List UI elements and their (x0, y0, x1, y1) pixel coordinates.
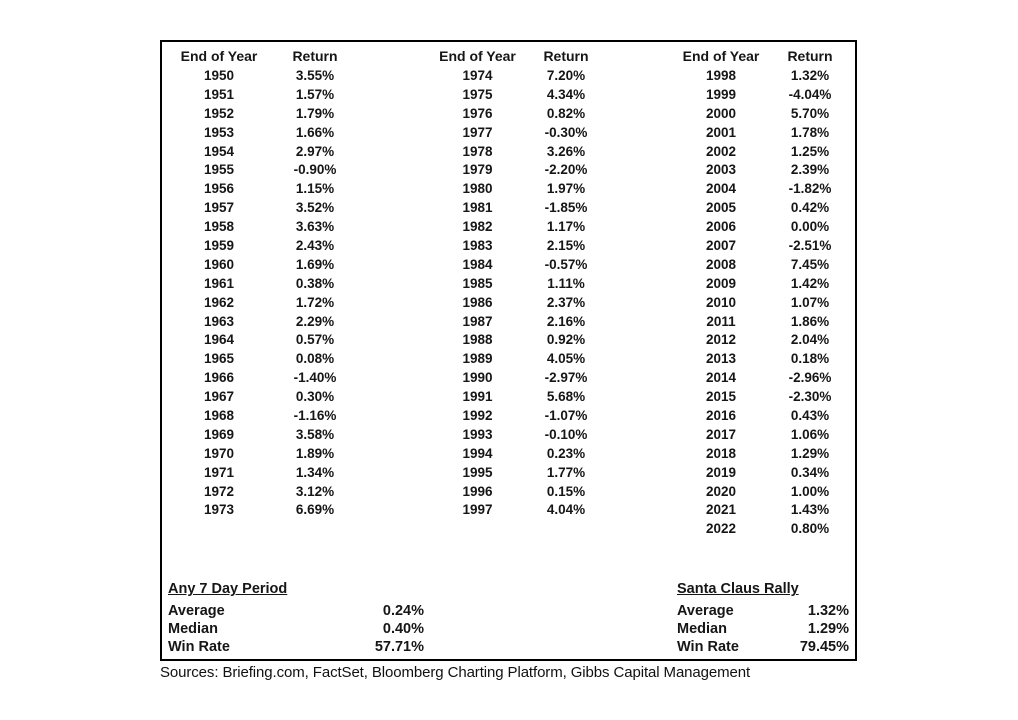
summary-label: Average (168, 602, 225, 619)
year-cell: 1983 (462, 237, 493, 253)
return-cell: 6.69% (295, 502, 335, 518)
table-row (669, 406, 847, 425)
return-cell: 2.29% (295, 313, 335, 329)
returns-table (160, 40, 857, 661)
year-cell: 2011 (706, 313, 736, 329)
year-cell: 1987 (462, 313, 493, 329)
return-cell: -0.10% (544, 426, 588, 442)
year-cell: 2012 (705, 332, 737, 348)
year-cell: 1972 (203, 483, 235, 499)
year-cell: 1958 (203, 219, 235, 235)
year-cell: 2018 (705, 445, 737, 461)
summary-rows (168, 601, 424, 656)
return-cell: 1.72% (295, 294, 335, 310)
return-cell: 1.57% (295, 86, 335, 102)
return-cell: 3.12% (295, 483, 335, 499)
return-cell: 0.18% (790, 351, 830, 367)
return-cell: 1.78% (790, 124, 830, 140)
header-end-of-year: End of Year (439, 47, 516, 64)
table-row (167, 312, 359, 331)
year-cell: 1993 (462, 426, 493, 442)
return-cell: 2.15% (546, 237, 586, 253)
year-cell: 1974 (462, 67, 493, 83)
table-row (669, 387, 847, 406)
summary-rows (677, 601, 849, 656)
header-return: Return (292, 47, 338, 64)
table-row (669, 85, 847, 104)
return-cell: 1.00% (790, 483, 830, 499)
year-cell: 1962 (203, 294, 235, 310)
table-row (167, 85, 359, 104)
table-row (669, 160, 847, 179)
year-cell: 1954 (203, 143, 235, 159)
return-cell: 2.04% (790, 332, 830, 348)
return-cell: 3.63% (295, 219, 335, 235)
table-row (167, 425, 359, 444)
return-cell: 5.68% (546, 389, 586, 405)
return-cell: -0.57% (544, 256, 588, 272)
year-cell: 2007 (705, 237, 737, 253)
sources-line: Sources: Briefing.com, FactSet, Bloomberg Charting Platform, Gibbs Capital Management (160, 664, 751, 681)
table-row (426, 255, 603, 274)
table-row (426, 179, 603, 198)
table-row (426, 104, 603, 123)
table-row (426, 85, 603, 104)
year-cell: 1980 (462, 181, 493, 197)
year-cell: 1971 (203, 464, 235, 480)
year-cell: 1989 (462, 351, 493, 367)
year-cell: 1998 (705, 67, 737, 83)
table-row (669, 444, 847, 463)
summary-row (677, 620, 849, 638)
table-row (167, 104, 359, 123)
return-cell: 0.38% (295, 275, 335, 291)
return-cell: 1.86% (790, 313, 830, 329)
return-cell: 3.26% (546, 143, 586, 159)
table-row (426, 236, 603, 255)
table-row (426, 217, 603, 236)
year-cell: 1985 (462, 275, 493, 291)
table-row (167, 160, 359, 179)
year-cell: 1952 (203, 105, 235, 121)
return-cell: 1.97% (546, 181, 586, 197)
summary-label: Median (677, 620, 727, 637)
year-cell: 2022 (705, 521, 737, 537)
summary-santa-claus-rally (677, 581, 849, 656)
table-row (167, 349, 359, 368)
table-row (167, 463, 359, 482)
year-cell: 1950 (203, 67, 235, 83)
table-row (669, 198, 847, 217)
summary-value: 1.29% (807, 620, 849, 637)
year-cell: 1960 (203, 256, 235, 272)
year-cell: 1970 (203, 445, 235, 461)
return-cell: -2.20% (544, 162, 588, 178)
summary-label: Win Rate (168, 638, 230, 655)
year-cell: 2005 (705, 200, 737, 216)
return-cell: 0.42% (790, 200, 830, 216)
summary-title: Santa Claus Rally (677, 581, 799, 598)
table-row (669, 482, 847, 501)
table-header-row (426, 45, 603, 66)
table-row (669, 312, 847, 331)
return-cell: 0.92% (546, 332, 586, 348)
summary-label: Average (677, 602, 734, 619)
table-row (426, 160, 603, 179)
year-cell: 1976 (462, 105, 493, 121)
table-row (669, 500, 847, 519)
return-cell: 1.07% (790, 294, 830, 310)
return-cell: 0.82% (546, 105, 586, 121)
year-cell: 1986 (462, 294, 493, 310)
table-row (426, 142, 603, 161)
summary-row (168, 601, 424, 619)
table-row (167, 444, 359, 463)
year-cell: 1977 (462, 124, 493, 140)
return-cell: 1.32% (790, 67, 830, 83)
rows-group-3 (669, 66, 847, 538)
return-cell: 4.05% (546, 351, 586, 367)
year-cell: 1963 (203, 313, 235, 329)
table-row (669, 293, 847, 312)
return-cell: 2.97% (295, 143, 335, 159)
table-row (167, 293, 359, 312)
table-row (167, 406, 359, 425)
return-cell: 0.15% (546, 483, 586, 499)
return-cell: 0.30% (295, 389, 335, 405)
return-cell: 1.17% (546, 219, 586, 235)
year-group-1974-1997 (426, 45, 603, 538)
year-cell: 1975 (462, 86, 493, 102)
year-cell: 1957 (203, 200, 235, 216)
year-cell: 1964 (203, 332, 235, 348)
table-row (167, 217, 359, 236)
table-row (426, 482, 603, 501)
table-row (426, 198, 603, 217)
year-cell: 2014 (705, 370, 737, 386)
summary-row (168, 620, 424, 638)
summary-row (677, 601, 849, 619)
return-cell: 1.06% (790, 426, 830, 442)
year-cell: 1992 (462, 407, 493, 423)
year-cell: 1965 (203, 351, 235, 367)
year-cell: 1951 (203, 86, 235, 102)
header-end-of-year: End of Year (682, 47, 760, 64)
table-row (167, 330, 359, 349)
return-cell: 1.43% (790, 502, 830, 518)
header-return: Return (543, 47, 589, 64)
table-row (167, 255, 359, 274)
table-row (426, 444, 603, 463)
rows-group-2 (426, 66, 603, 519)
return-cell: 1.69% (295, 256, 335, 272)
return-cell: 1.66% (295, 124, 335, 140)
year-cell: 1966 (203, 370, 235, 386)
return-cell: -1.85% (544, 200, 588, 216)
table-row (669, 217, 847, 236)
year-cell: 1959 (203, 237, 235, 253)
year-cell: 1979 (462, 162, 493, 178)
return-cell: 2.16% (546, 313, 586, 329)
table-row (167, 179, 359, 198)
return-cell: 0.34% (790, 464, 830, 480)
table-row (167, 274, 359, 293)
year-cell: 2003 (705, 162, 737, 178)
year-cell: 1969 (203, 426, 235, 442)
year-cell: 2010 (705, 294, 737, 310)
table-row (167, 368, 359, 387)
return-cell: -2.30% (788, 389, 832, 405)
rows-group-1 (167, 66, 359, 519)
table-row (426, 312, 603, 331)
year-cell: 2009 (705, 275, 737, 291)
return-cell: 7.45% (790, 256, 830, 272)
return-cell: 1.29% (790, 445, 830, 461)
year-cell: 2002 (705, 143, 737, 159)
return-cell: 0.23% (546, 445, 586, 461)
year-cell: 1991 (462, 389, 493, 405)
return-cell: -4.04% (788, 86, 832, 102)
year-cell: 2008 (705, 256, 737, 272)
summary-value: 1.32% (807, 602, 849, 619)
table-row (669, 123, 847, 142)
year-cell: 1982 (462, 219, 493, 235)
return-cell: 2.39% (790, 162, 830, 178)
year-cell: 1973 (203, 502, 235, 518)
year-cell: 1990 (462, 370, 493, 386)
summary-value: 57.71% (374, 638, 424, 655)
table-row (426, 66, 603, 85)
year-cell: 1953 (203, 124, 235, 140)
table-row (167, 66, 359, 85)
return-cell: -1.40% (293, 370, 337, 386)
summary-title: Any 7 Day Period (168, 581, 288, 598)
summary-label: Win Rate (677, 638, 739, 655)
year-cell: 2013 (705, 351, 737, 367)
year-cell: 2019 (705, 464, 737, 480)
return-cell: -2.51% (788, 237, 832, 253)
year-cell: 1968 (203, 407, 235, 423)
return-cell: 0.00% (790, 219, 830, 235)
table-row (426, 463, 603, 482)
return-cell: 1.15% (295, 181, 335, 197)
year-cell: 1967 (203, 389, 235, 405)
year-cell: 2021 (705, 502, 737, 518)
return-cell: 3.55% (295, 67, 335, 83)
table-row (669, 463, 847, 482)
table-row (669, 425, 847, 444)
return-cell: -2.96% (788, 370, 832, 386)
return-cell: 1.79% (295, 105, 335, 121)
year-cell: 2017 (705, 426, 737, 442)
table-row (167, 198, 359, 217)
table-row (426, 349, 603, 368)
year-cell: 1955 (203, 162, 235, 178)
return-cell: 0.08% (295, 351, 335, 367)
return-cell: 1.42% (790, 275, 830, 291)
year-cell: 1981 (462, 200, 493, 216)
header-end-of-year: End of Year (180, 47, 258, 64)
table-row (167, 142, 359, 161)
summary-value: 0.24% (382, 602, 424, 619)
table-row (426, 500, 603, 519)
year-cell: 2015 (705, 389, 737, 405)
return-cell: -0.90% (293, 162, 337, 178)
summary-row (168, 638, 424, 656)
table-row (669, 142, 847, 161)
return-cell: -1.07% (544, 407, 588, 423)
year-cell: 1988 (462, 332, 493, 348)
return-cell: 0.80% (790, 521, 830, 537)
table-columns (162, 42, 855, 538)
table-row (669, 66, 847, 85)
table-row (669, 236, 847, 255)
table-row (669, 255, 847, 274)
return-cell: 1.34% (295, 464, 335, 480)
year-cell: 2000 (705, 105, 737, 121)
summary-any-7-day-period (168, 581, 424, 656)
year-cell: 1994 (462, 445, 493, 461)
year-cell: 1984 (462, 256, 493, 272)
year-cell: 1997 (462, 502, 493, 518)
table-row (167, 236, 359, 255)
table-row (426, 425, 603, 444)
table-row (167, 500, 359, 519)
table-row (167, 387, 359, 406)
table-row (426, 293, 603, 312)
return-cell: 1.77% (546, 464, 586, 480)
table-header-row (167, 45, 359, 66)
year-cell: 1961 (203, 275, 235, 291)
year-cell: 2004 (705, 181, 737, 197)
summary-row (677, 638, 849, 656)
return-cell: 1.25% (790, 143, 830, 159)
year-cell: 1999 (705, 86, 737, 102)
return-cell: 5.70% (790, 105, 830, 121)
return-cell: 0.43% (790, 407, 830, 423)
table-row (669, 274, 847, 293)
year-cell: 2016 (705, 407, 737, 423)
table-row (167, 123, 359, 142)
return-cell: 1.89% (295, 445, 335, 461)
year-group-1998-2022 (669, 45, 847, 538)
table-row (669, 330, 847, 349)
table-header-row (669, 45, 847, 66)
return-cell: 1.11% (547, 275, 585, 291)
summary-value: 79.45% (799, 638, 849, 655)
table-row (426, 123, 603, 142)
return-cell: 2.37% (546, 294, 586, 310)
table-row (669, 368, 847, 387)
return-cell: 3.58% (295, 426, 335, 442)
year-cell: 2020 (705, 483, 737, 499)
return-cell: 7.20% (546, 67, 586, 83)
return-cell: 3.52% (295, 200, 335, 216)
year-cell: 1956 (203, 181, 235, 197)
table-row (426, 387, 603, 406)
return-cell: -1.16% (293, 407, 337, 423)
table-row (426, 406, 603, 425)
table-row (669, 519, 847, 538)
table-row (167, 482, 359, 501)
table-row (669, 179, 847, 198)
return-cell: -0.30% (544, 124, 588, 140)
year-cell: 1996 (462, 483, 493, 499)
table-row (426, 368, 603, 387)
year-group-1950-1973 (167, 45, 359, 538)
return-cell: 0.57% (295, 332, 335, 348)
summary-label: Median (168, 620, 218, 637)
year-cell: 2001 (705, 124, 737, 140)
return-cell: 4.04% (546, 502, 586, 518)
return-cell: -1.82% (788, 181, 832, 197)
year-cell: 1995 (462, 464, 493, 480)
return-cell: 2.43% (295, 237, 335, 253)
table-row (669, 104, 847, 123)
summary-value: 0.40% (382, 620, 424, 637)
return-cell: 4.34% (546, 86, 586, 102)
year-cell: 1978 (462, 143, 493, 159)
table-row (669, 349, 847, 368)
return-cell: -2.97% (544, 370, 588, 386)
table-row (426, 330, 603, 349)
year-cell: 2006 (705, 219, 737, 235)
table-row (426, 274, 603, 293)
header-return: Return (787, 47, 833, 64)
